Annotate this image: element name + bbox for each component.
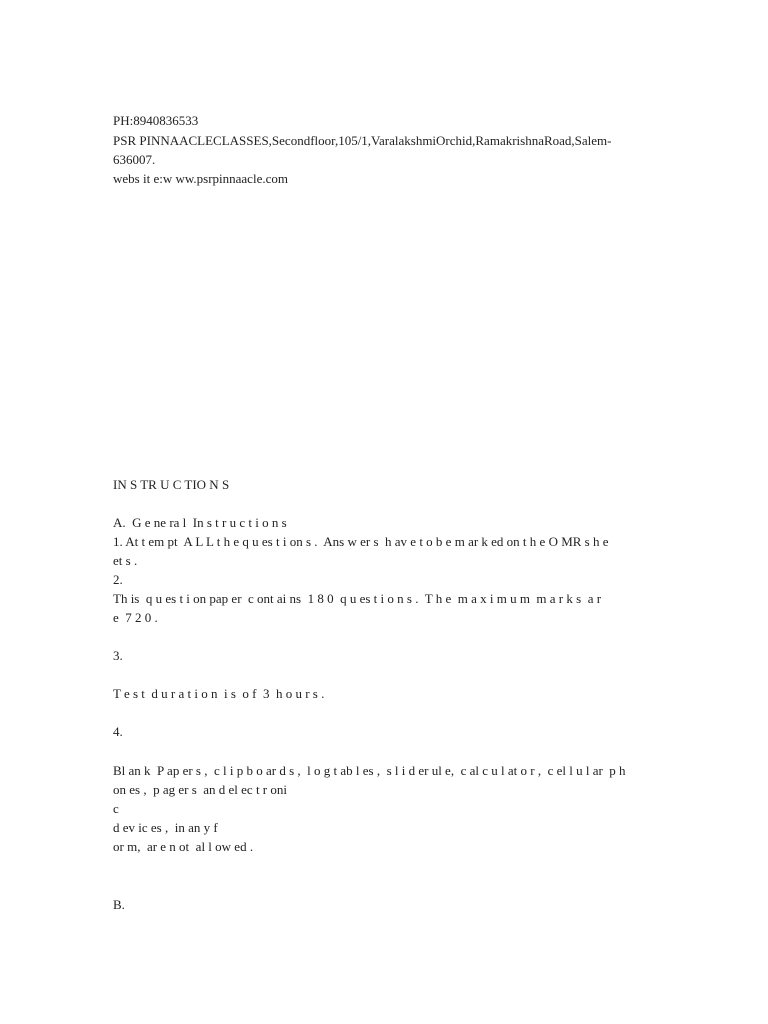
instruction-4-line-5: or m, ar e n ot al l ow ed .: [113, 839, 254, 854]
instruction-4-line-4: d ev ic es , in an y f: [113, 820, 218, 835]
instructions-heading: IN S TR U C TIO N S: [113, 477, 230, 492]
general-instructions-heading: A. G e ne ra l In s t r u c t i o n s: [113, 515, 287, 530]
address-line: PSR PINNAACLECLASSES,Secondfloor,105/1,VaralakshmiOrchid,RamakrishnaRoad,Salem-: [113, 133, 612, 148]
instruction-1-line-2: et s .: [113, 553, 138, 568]
instruction-4-line-3: c: [113, 801, 119, 816]
website-line: webs it e:w ww.psrpinnaacle.com: [113, 171, 288, 186]
address-postcode: 636007.: [113, 152, 156, 167]
section-b-heading: B.: [113, 897, 125, 912]
instruction-3-number: 3.: [113, 648, 123, 663]
instruction-4-line-1: Bl an k P ap er s , c l i p b o ar d s , l o g t ab l es , s l i d er ul e, c al c u l at o r , c el l u l ar p h: [113, 763, 626, 778]
instruction-4-number: 4.: [113, 724, 123, 739]
instruction-3-text: T e s t d u r a t i o n i s o f 3 h o u r s .: [113, 686, 325, 701]
instruction-2-line-2: e 7 2 0 .: [113, 610, 158, 625]
instruction-2-number: 2.: [113, 572, 123, 587]
instruction-1-line-1: 1. At t em pt A L L t h e q u es t i on s . Ans w er s h av e t o b e m ar k ed on t h e O MR s h e: [113, 534, 609, 549]
instruction-4-line-2: on es , p ag er s an d el ec t r oni: [113, 782, 288, 797]
phone-number: PH:8940836533: [113, 113, 199, 128]
instruction-2-line-1: Th is q u es t i on pap er c ont ai ns 1 8 0 q u es t i o n s . T h e m a x i m u m m a r k s a r: [113, 591, 602, 606]
